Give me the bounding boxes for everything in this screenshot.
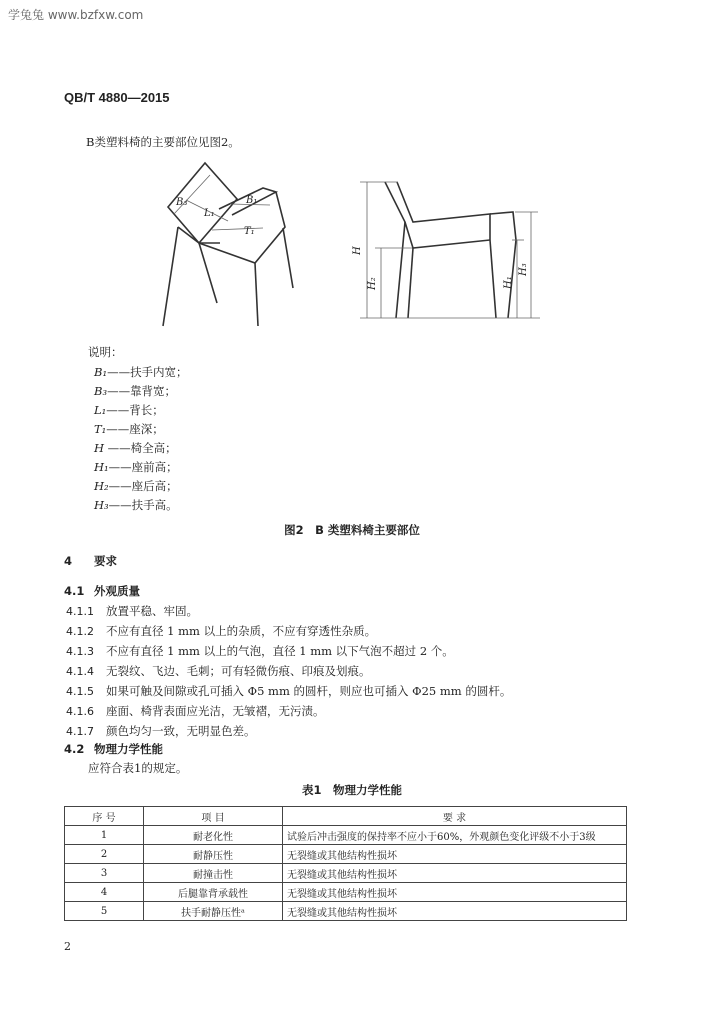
legend-item: B₁——扶手内宽； [94,365,188,379]
table-cell: 耐老化性 [144,826,283,845]
chair-figure [150,155,550,335]
table-cell: 无裂缝或其他结构性损坏 [283,883,627,902]
label-h2: H₂ [367,277,378,290]
table-row [65,883,627,902]
subsection-heading: 4.2 物理力学性能 [64,742,163,756]
column-header: 序 号 [65,807,144,826]
legend-item: B₃——靠背宽； [94,384,177,398]
figure-caption: 图2 B 类塑料椅主要部位 [284,523,420,537]
legend-item: H ——椅全高； [94,441,177,455]
legend-item: L₁——背长； [94,403,164,417]
column-header: 项 目 [144,807,283,826]
side-dimension-lines [360,182,540,318]
watermark: 学兔兔 www.bzfxw.com [8,8,144,22]
standard-number: QB/T 4880—2015 [64,90,170,105]
properties-table [64,806,627,921]
table-row [65,864,627,883]
table-cell: 无裂缝或其他结构性损坏 [283,864,627,883]
table-header-row [65,807,627,826]
page-number: 2 [64,940,71,953]
column-header: 要 求 [283,807,627,826]
side-view-drawing [385,182,516,318]
table-cell: 后腿靠背承载性 [144,883,283,902]
clause-item: 4.1.1 放置平稳、牢固。 [66,604,198,618]
table-reference-text: 应符合表1的规定。 [88,761,188,775]
intro-text: B类塑料椅的主要部位见图2。 [86,135,240,149]
table-cell: 1 [65,826,144,845]
legend-item: H₁——座前高； [94,460,178,474]
clause-item: 4.1.7 颜色均匀一致，无明显色差。 [66,724,256,738]
table-row [65,845,627,864]
table-cell: 扶手耐静压性ᵃ [144,902,283,921]
legend-item: T₁——座深； [94,422,164,436]
subsection-heading: 4.1 外观质量 [64,584,140,598]
label-t1: T₁ [244,226,255,237]
table-cell: 4 [65,883,144,902]
label-l1: L₁ [204,208,215,219]
table-row [65,826,627,845]
clause-item: 4.1.4 无裂纹、飞边、毛刺；可有轻微伤痕、印痕及划痕。 [66,664,371,678]
legend-title: 说明： [88,345,123,359]
table-cell: 耐静压性 [144,845,283,864]
clause-item: 4.1.3 不应有直径 1 mm 以上的气泡，直径 1 mm 以下气泡不超过 2 个。 [66,644,454,658]
table-cell: 3 [65,864,144,883]
table-cell: 无裂缝或其他结构性损坏 [283,902,627,921]
clause-item: 4.1.6 座面、椅背表面应光洁，无皱褶，无污渍。 [66,704,325,718]
table-cell: 2 [65,845,144,864]
label-h: H [352,246,363,255]
chair-perspective-drawing [163,163,293,326]
label-b1: B₁ [246,195,258,206]
legend-item: H₃——扶手高。 [94,498,178,512]
table-cell: 5 [65,902,144,921]
clause-item: 4.1.5 如果可触及间隙或孔可插入 Φ5 mm 的圆杆，则应也可插入 Φ25 mm 的圆杆。 [66,684,512,698]
section-heading: 4 要求 [64,554,117,568]
table-caption: 表1 物理力学性能 [301,783,402,797]
table-cell: 无裂缝或其他结构性损坏 [283,845,627,864]
table-cell: 试验后冲击强度的保持率不应小于60%，外观颜色变化评级不小于3级 [283,826,627,845]
table-cell: 耐撞击性 [144,864,283,883]
label-h3: H₃ [518,263,529,276]
table-row [65,902,627,921]
legend-item: H₂——座后高； [94,479,178,493]
label-b3: B₃ [176,197,188,208]
label-h1: H₁ [503,276,514,289]
clause-item: 4.1.2 不应有直径 1 mm 以上的杂质，不应有穿透性杂质。 [66,624,377,638]
